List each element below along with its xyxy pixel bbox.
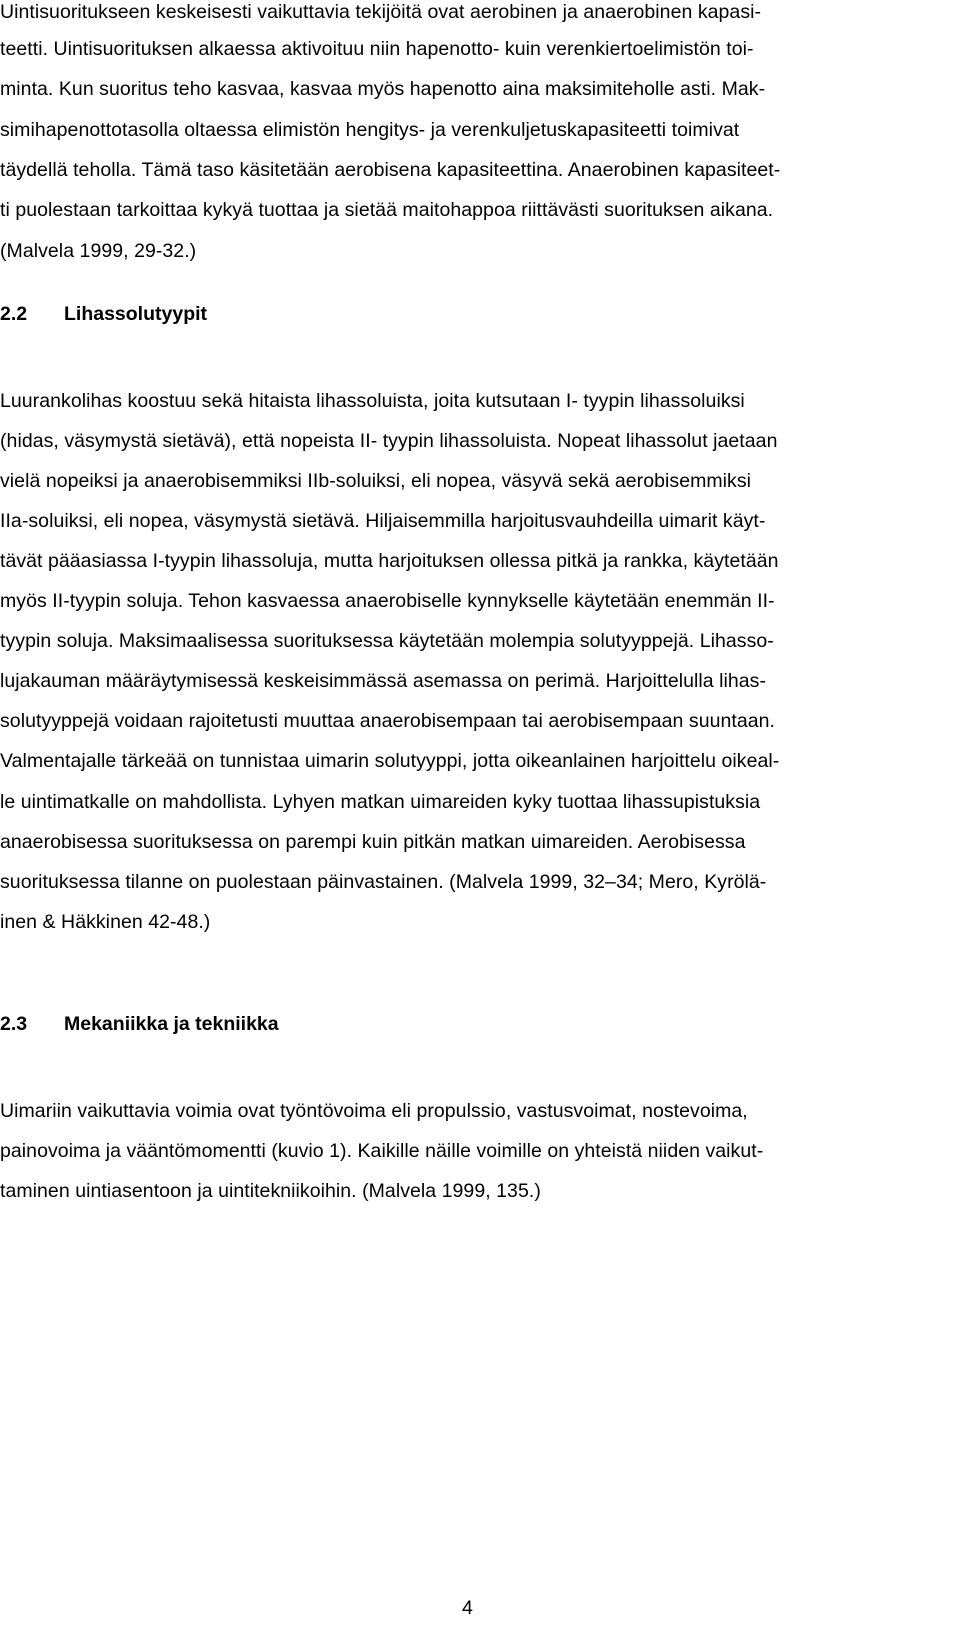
section-number: 2.3 [0,1013,28,1035]
paragraph-1-line: Uintisuoritukseen keskeisesti vaikuttavia tekijöitä ovat aerobinen ja anaerobinen kapasi- [0,1,762,23]
paragraph-2-line: le uintimatkalle on mahdollista. Lyhyen matkan uimareiden kyky tuottaa lihassupistuksia [0,791,761,813]
paragraph-2-line: Valmentajalle tärkeää on tunnistaa uimarin solutyyppi, jotta oikeanlainen harjoittelu oikeal- [0,750,780,772]
paragraph-2-line: (hidas, väsymystä sietävä), että nopeista II- tyypin lihassoluista. Nopeat lihassolut jaetaan [0,430,778,452]
paragraph-2-line: tävät pääasiassa I-tyypin lihassoluja, mutta harjoituksen ollessa pitkä ja rankka, käytetään [0,550,779,572]
paragraph-1-line: simihapenottotasolla oltaessa elimistön hengitys- ja verenkuljetuskapasiteetti toimivat [0,119,740,141]
paragraph-2-line: myös II-tyypin soluja. Tehon kasvaessa anaerobiselle kynnykselle käytetään enemmän II- [0,590,775,612]
paragraph-3-line: Uimariin vaikuttavia voimia ovat työntövoima eli propulssio, vastusvoimat, nostevoima, [0,1100,748,1122]
section-heading-2-3 [0,1012,279,1036]
paragraph-2-line: lujakauman määräytymisessä keskeisimmässä asemassa on perimä. Harjoittelulla lihas- [0,670,767,692]
paragraph-2-line: IIa-soluiksi, eli nopea, väsymystä sietävä. Hiljaisemmilla harjoitusvauhdeilla uimarit käyt- [0,510,766,532]
paragraph-1-line: (Malvela 1999, 29-32.) [0,240,197,262]
paragraph-2-line: inen & Häkkinen 42-48.) [0,911,211,933]
paragraph-3-line: painovoima ja vääntömomentti (kuvio 1). Kaikille näille voimille on yhteistä niiden vaikut- [0,1140,764,1162]
paragraph-2-line: solutyyppejä voidaan rajoitetusti muuttaa anaerobisempaan tai aerobisempaan suuntaan. [0,710,776,732]
section-title: Lihassolutyypit [64,303,208,325]
paragraph-2-line: anaerobisessa suorituksessa on parempi kuin pitkän matkan uimareiden. Aerobisessa [0,831,746,853]
paragraph-3-line: taminen uintiasentoon ja uintitekniikoihin. (Malvela 1999, 135.) [0,1180,541,1202]
paragraph-2-line: suorituksessa tilanne on puolestaan päinvastainen. (Malvela 1999, 32–34; Mero, Kyrölä- [0,871,767,893]
paragraph-1-line: ti puolestaan tarkoittaa kykyä tuottaa ja sietää maitohappoa riittävästi suorituksen aikana. [0,199,774,221]
paragraph-2-line: vielä nopeiksi ja anaerobisemmiksi IIb-soluiksi, eli nopea, väsyvä sekä aerobisemmiksi [0,470,752,492]
paragraph-1-line: teetti. Uintisuorituksen alkaessa aktivoituu niin hapenotto- kuin verenkiertoelimistön toi- [0,38,754,60]
paragraph-1-line: täydellä teholla. Tämä taso käsitetään aerobisena kapasiteettina. Anaerobinen kapasiteet- [0,159,781,181]
section-heading-2-2 [0,302,207,326]
section-number: 2.2 [0,303,28,325]
paragraph-1-line: minta. Kun suoritus teho kasvaa, kasvaa myös hapenotto aina maksimiteholle asti. Mak- [0,78,766,100]
page-number: 4 [462,1597,473,1619]
paragraph-2-line: tyypin soluja. Maksimaalisessa suorituksessa käytetään molempia solutyyppejä. Lihasso- [0,630,774,652]
paragraph-2-line: Luurankolihas koostuu sekä hitaista lihassoluista, joita kutsutaan I- tyypin lihassoluiksi [0,390,745,412]
section-title: Mekaniikka ja tekniikka [64,1013,279,1035]
